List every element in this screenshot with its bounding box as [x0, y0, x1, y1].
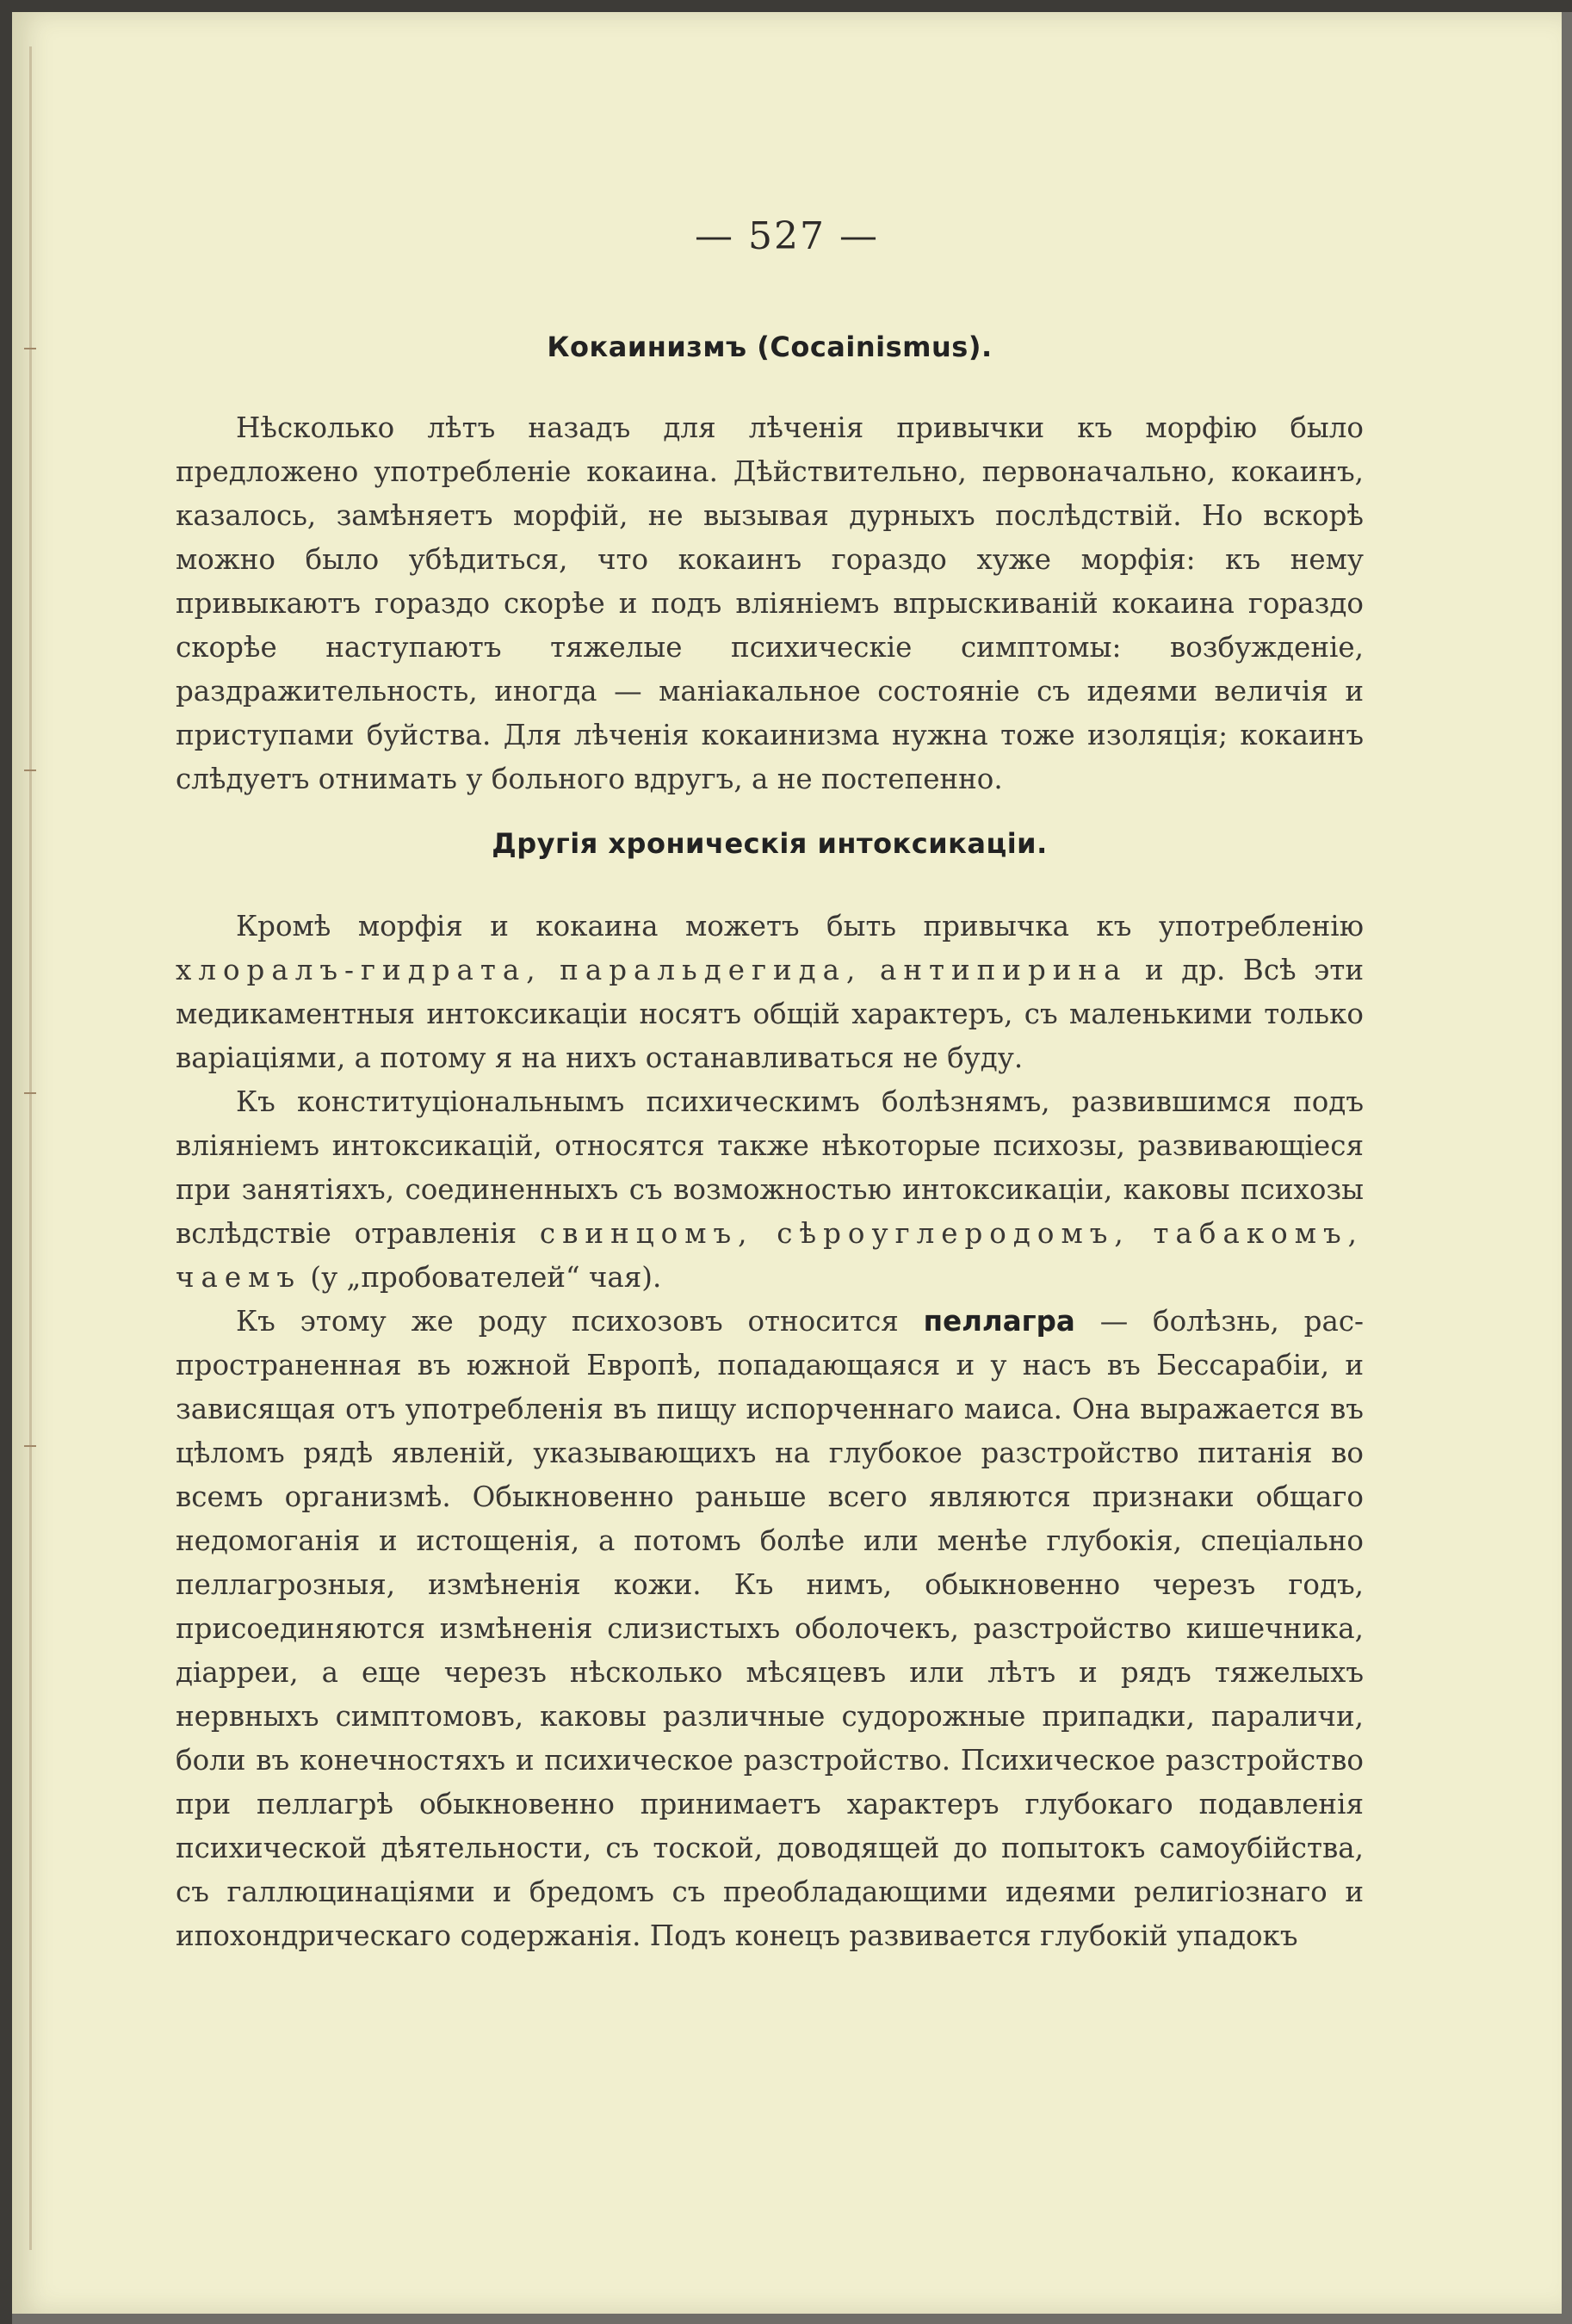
paragraph-occupational-psychoses	[176, 1080, 1364, 1300]
section-title-other-intoxications: Другія хроническія интоксикаціи.	[492, 827, 1048, 860]
spaced-term-chloral: хлоралъ-гидрата,	[176, 954, 542, 986]
binding-tick	[24, 1445, 36, 1447]
text-run: и др. Всѣ эти медикаментныя интоксикаціи носятъ общій характеръ, съ маленькими только варіаціями, а потому я на нихъ останавливаться не буду.	[176, 954, 1365, 1074]
text-run: — болѣзнь, распространенная въ южной Европѣ, попадающаяся и у насъ въ Бессарабіи, и зависящая отъ употребленія въ пищу испорченнаго маиса. Она выражается въ цѣломъ рядѣ явленій, указывающихъ на глубокое разстройство питанія во всемъ организмѣ. Обыкновенно раньше всего являются признаки общаго недомоганія и истощенія, а потомъ болѣе или менѣе глубокія, спеціально пеллагрозныя, измѣненія кожи. Къ нимъ, обыкновенно черезъ годъ, присоединяются измѣненія слизистыхъ оболочекъ, разстройство кишечника, діарреи, а еще черезъ нѣсколько мѣсяцевъ или лѣтъ и рядъ тяжелыхъ нервныхъ симптомовъ, каковы различные судорожные припадки, параличи, боли въ конечностяхъ и психическое разстройство. Психическое разстройство при пеллагрѣ обыкновенно принимаетъ характеръ глубокаго подавленія психической дѣятельности, съ тоской, доводящей до попытокъ самоубійства, съ галлюцинаціями и бредомъ съ преобладающими идеями религіознаго и ипохондрическаго содержанія. Подъ конецъ развивается глубокій упадокъ	[176, 1305, 1365, 1952]
spaced-term-antipyrine: антипирина	[879, 954, 1128, 986]
spaced-term-lead: свинцомъ,	[539, 1217, 754, 1250]
text-run: Къ этому же роду психозовъ относится	[236, 1305, 899, 1338]
scan-edge-top	[0, 0, 1572, 12]
bold-term-pellagra: пеллагра	[923, 1305, 1075, 1338]
text-run: (у „пробователей“ чая).	[310, 1261, 662, 1294]
spaced-term-carbon-disulfide: сѣроуглеродомъ,	[777, 1217, 1130, 1250]
section-title-cocainism: Кокаинизмъ (Cocainismus).	[547, 331, 993, 363]
binding-line	[29, 46, 32, 2250]
binding-tick	[24, 1092, 36, 1094]
paragraph-pellagra	[176, 1300, 1364, 1958]
page-content	[176, 331, 1364, 1958]
binding-tick	[24, 348, 36, 349]
text-run: Къ конституціональнымъ психическимъ болѣзнямъ, развившимся подъ вліяніемъ интоксикацій, относятся также нѣкоторые психозы, развивающіеся при занятіяхъ, соединенныхъ съ возможностью интоксикаціи, каковы психозы вслѣдствіе отравленія	[176, 1085, 1364, 1250]
spaced-term-tea: чаемъ	[176, 1261, 302, 1294]
page-number: — 527 —	[695, 214, 879, 258]
scan-edge-left	[0, 0, 12, 2324]
binding-tick	[24, 770, 36, 771]
text-run: Кромѣ морфія и кокаина можетъ быть привычка къ употребленію	[236, 910, 1364, 943]
paragraph-medicament-intoxications	[176, 905, 1364, 1080]
spaced-term-tobacco: табакомъ,	[1153, 1217, 1364, 1250]
book-page	[12, 12, 1562, 2314]
spaced-term-paraldehyde: паральдегида,	[560, 954, 863, 986]
paragraph-cocainism: Нѣсколько лѣтъ назадъ для лѣченія привычки къ морфію было предложено употребленіе кокаина. Дѣйствительно, первоначально, кокаинъ, казалось, замѣняетъ морфій, не вызывая дурныхъ послѣдствій. Но вскорѣ можно было убѣдиться, что кокаинъ гораздо хуже морфія: къ нему привыкаютъ гораздо скорѣе и подъ вліяніемъ впрыскиваній кокаина гораздо скорѣе наступаютъ тяжелые психическіе симптомы: возбужденіе, раздражительность, иногда — маніакальное состояніе съ идеями величія и приступами буйства. Для лѣченія кокаинизма нужна тоже изоляція; кокаинъ слѣдуетъ отнимать у больного вдругъ, а не постепенно.	[176, 411, 1364, 795]
